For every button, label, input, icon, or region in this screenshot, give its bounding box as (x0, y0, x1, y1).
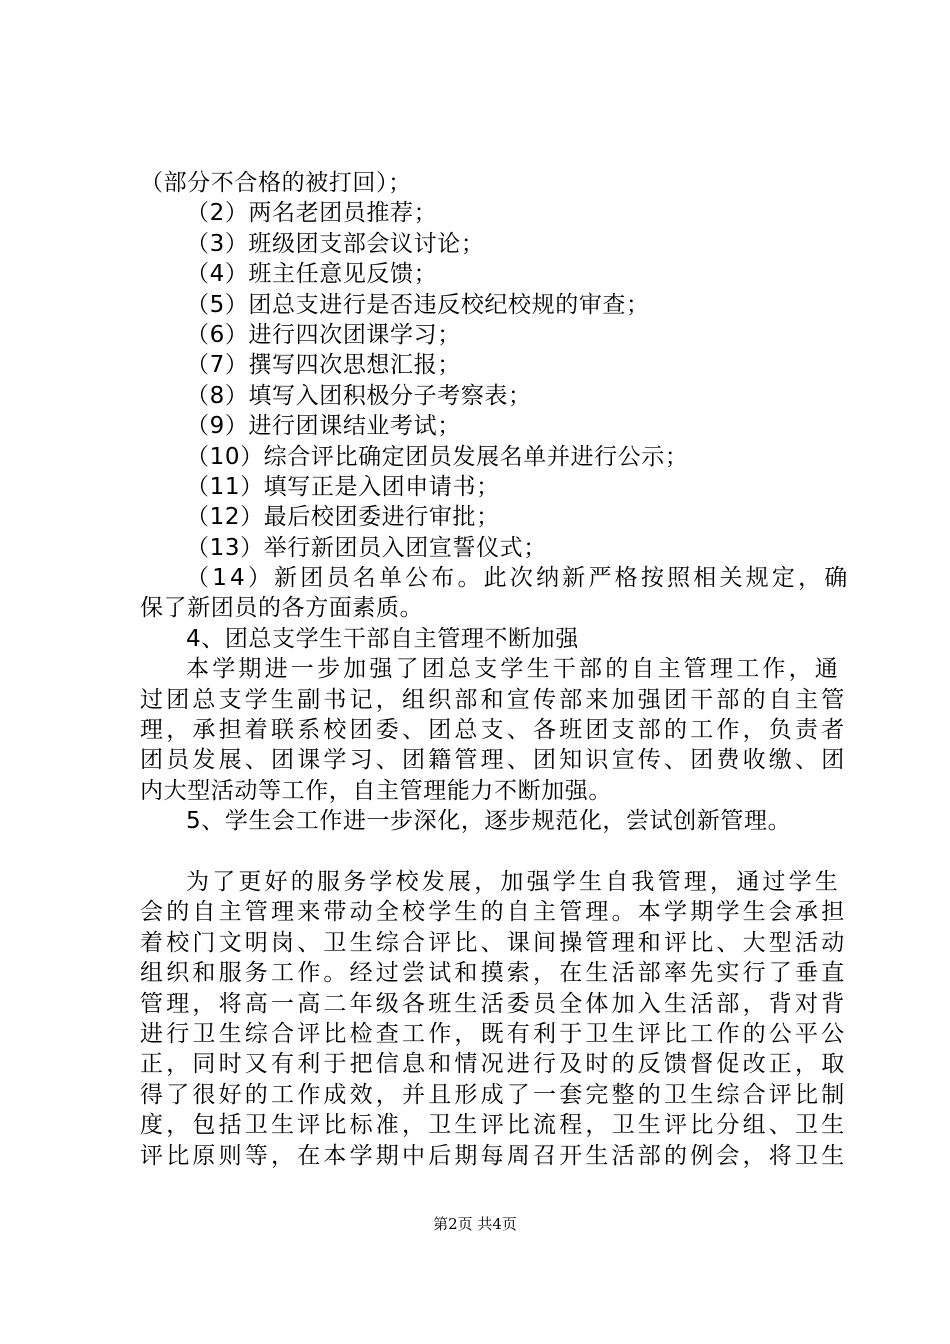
page-number: 第2页 共4页 (433, 1215, 517, 1233)
blank-line (140, 837, 840, 867)
paragraph-line: 本学期进一步加强了团总支学生干部的自主管理工作，通 (186, 656, 841, 683)
paragraph-line: 度，包括卫生评比标准，卫生评比流程，卫生评比分组、卫生 (140, 1112, 848, 1139)
section-heading: 5、学生会工作进一步深化，逐步规范化，尝试创新管理。 (186, 808, 792, 835)
paragraph-line: 理，承担着联系校团委、团总支、各班团支部的工作，负责者 (140, 717, 848, 744)
list-item: （13）举行新团员入团宣誓仪式； (186, 534, 547, 561)
paragraph-line: 过团总支学生副书记，组织部和宣传部来加强团干部的自主管 (140, 686, 848, 713)
list-item: （4）班主任意见反馈； (186, 261, 438, 288)
paragraph-line: 为了更好的服务学校发展，加强学生自我管理，通过学生 (186, 868, 841, 895)
paragraph-line: 评比原则等，在本学期中后期每周召开生活部的例会，将卫生 (140, 1142, 848, 1169)
paragraph-line: 管理，将高一高二年级各班生活委员全体加入生活部，背对背 (140, 990, 848, 1017)
paragraph-line: 组织和服务工作。经过尝试和摸索，在生活部率先实行了垂直 (140, 960, 848, 987)
text-line: （部分不合格的被打回）； (140, 170, 412, 196)
list-item: （5）团总支进行是否违反校纪校规的审查； (186, 291, 650, 318)
paragraph-line: 会的自主管理来带动全校学生的自主管理。本学期学生会承担 (140, 899, 848, 926)
list-item: （3）班级团支部会议讨论； (186, 230, 485, 257)
list-item: （14）新团员名单公布。此次纳新严格按照相关规定，确 (186, 565, 851, 592)
text-line: 保了新团员的各方面素质。 (140, 595, 424, 622)
paragraph-line: 内大型活动等工作，自主管理能力不断加强。 (140, 777, 612, 804)
document-body (140, 168, 851, 1171)
paragraph-line: 得了很好的工作成效，并且形成了一套完整的卫生综合评比制 (140, 1081, 848, 1108)
list-item: （9）进行团课结业考试； (186, 413, 461, 440)
list-item: （11）填写正是入团申请书； (186, 473, 500, 500)
list-item: （8）填写入团积极分子考察表； (186, 382, 532, 409)
paragraph-line: 团员发展、团课学习、团籍管理、团知识宣传、团费收缴、团 (140, 747, 848, 774)
list-item: （10）综合评比确定团员发展名单并进行公示； (186, 443, 689, 470)
list-item: （12）最后校团委进行审批； (186, 504, 500, 531)
list-item: （2）两名老团员推荐； (186, 200, 438, 227)
paragraph-line: 进行卫生综合评比检查工作，既有利于卫生评比工作的公平公 (140, 1020, 848, 1047)
list-item: （6）进行四次团课学习； (186, 321, 461, 348)
paragraph-line: 着校门文明岗、卫生综合评比、课间操管理和评比、大型活动 (140, 929, 848, 956)
section-heading: 4、团总支学生干部自主管理不断加强 (186, 625, 579, 652)
list-item: （7）撰写四次思想汇报； (186, 352, 461, 379)
paragraph-line: 正，同时又有利于把信息和情况进行及时的反馈督促改正，取 (140, 1051, 848, 1078)
